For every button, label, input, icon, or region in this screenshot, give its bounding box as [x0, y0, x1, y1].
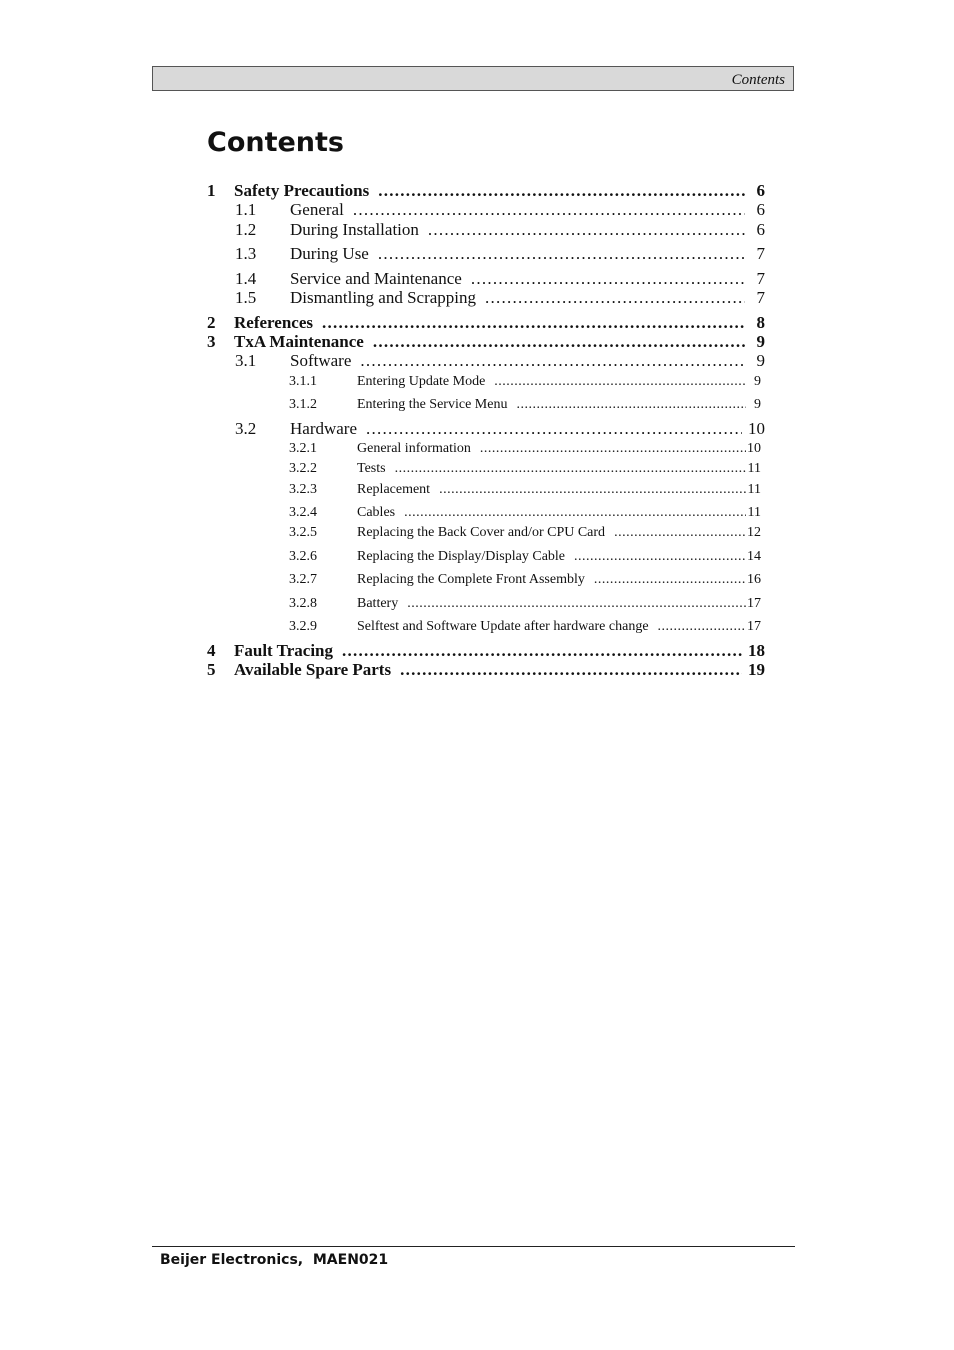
toc-entry-number: 1.5 [235, 288, 257, 307]
toc-entry-number: 3.2.6 [289, 549, 317, 564]
toc-entry-title: Entering Update Mode [357, 374, 486, 389]
toc-dot-leader [366, 419, 742, 439]
toc-dot-leader [407, 596, 746, 612]
toc-entry-number: 3.2.9 [289, 619, 317, 634]
toc-entry-number: 1 [207, 181, 216, 200]
toc-entry-title: Dismantling and Scrapping [290, 288, 477, 307]
toc-entry-page-number: 11 [747, 482, 761, 497]
toc-entry-title: Available Spare Parts [234, 660, 392, 679]
footer-text: Beijer Electronics, MAEN021 [160, 1252, 389, 1268]
toc-dot-leader [614, 525, 746, 541]
footer-divider [152, 1246, 795, 1247]
toc-entry-number: 3.1.2 [289, 397, 317, 412]
toc-entry-page-number: 10 [748, 419, 765, 438]
toc-entry-number: 1.4 [235, 269, 257, 288]
toc-entry-title: Cables [357, 505, 396, 520]
toc-entry-title: TxA Maintenance [234, 332, 364, 351]
toc-dot-leader [516, 397, 746, 413]
toc-entry-page-number: 9 [756, 332, 765, 351]
toc-entry[interactable] [207, 619, 761, 635]
toc-entry[interactable] [207, 572, 761, 588]
toc-entry-number: 1.3 [235, 244, 257, 263]
toc-entry-page-number: 9 [754, 374, 761, 389]
toc-entry-number: 3 [207, 332, 216, 351]
toc-entry-page-number: 12 [747, 525, 761, 540]
toc-dot-leader [480, 441, 746, 457]
toc-entry[interactable] [207, 482, 761, 498]
toc-entry-title: Hardware [290, 419, 358, 438]
toc-entry-title: Replacing the Display/Display Cable [357, 549, 566, 564]
toc-entry-page-number: 14 [747, 549, 761, 564]
toc-entry-title: Battery [357, 596, 399, 611]
toc-dot-leader [378, 181, 745, 201]
toc-dot-leader [360, 351, 745, 371]
toc-dot-leader [400, 660, 742, 680]
toc-entry-number: 5 [207, 660, 216, 679]
toc-entry-number: 2 [207, 313, 216, 332]
toc-entry[interactable] [207, 181, 765, 201]
toc-entry-title: Entering the Service Menu [357, 397, 508, 412]
toc-entry-page-number: 19 [748, 660, 765, 679]
toc-entry[interactable] [207, 200, 765, 220]
toc-entry[interactable] [207, 596, 761, 612]
toc-entry-number: 3.2.8 [289, 596, 317, 611]
toc-entry[interactable] [207, 641, 765, 661]
toc-dot-leader [378, 244, 745, 264]
toc-entry-number: 3.2.5 [289, 525, 317, 540]
toc-entry-title: Fault Tracing [234, 641, 334, 660]
toc-entry[interactable] [207, 441, 761, 457]
toc-dot-leader [353, 200, 745, 220]
toc-dot-leader [471, 269, 745, 289]
toc-entry-number: 3.1.1 [289, 374, 317, 389]
toc-entry-number: 4 [207, 641, 216, 660]
toc-dot-leader [658, 619, 746, 635]
toc-entry-page-number: 17 [747, 596, 761, 611]
toc-entry-title: Safety Precautions [234, 181, 370, 200]
toc-dot-leader [428, 220, 745, 240]
toc-entry-number: 3.2.7 [289, 572, 317, 587]
toc-entry-title: Selftest and Software Update after hardware change [357, 619, 649, 634]
toc-entry-number: 3.2 [235, 419, 257, 438]
toc-entry-page-number: 10 [747, 441, 761, 456]
toc-entry[interactable] [207, 313, 765, 333]
toc-entry-page-number: 7 [756, 288, 765, 307]
toc-entry-page-number: 9 [756, 351, 765, 370]
toc-entry-title: Service and Maintenance [290, 269, 462, 288]
toc-entry-page-number: 6 [756, 181, 765, 200]
toc-entry-page-number: 8 [756, 313, 765, 332]
toc-entry-title: During Use [290, 244, 369, 263]
toc-dot-leader [342, 641, 742, 661]
toc-entry-page-number: 11 [747, 505, 761, 520]
toc-entry[interactable] [207, 288, 765, 308]
toc-dot-leader [594, 572, 746, 588]
toc-dot-leader [494, 374, 746, 390]
toc-dot-leader [439, 482, 746, 498]
toc-entry[interactable] [207, 525, 761, 541]
toc-entry-title: Replacement [357, 482, 431, 497]
toc-entry[interactable] [207, 397, 761, 413]
page-title: Contents [207, 127, 345, 158]
toc-entry-page-number: 7 [756, 244, 765, 263]
toc-entry-title: Software [290, 351, 352, 370]
toc-entry-page-number: 18 [748, 641, 765, 660]
toc-entry-title: Replacing the Back Cover and/or CPU Card [357, 525, 606, 540]
toc-dot-leader [373, 332, 745, 352]
toc-entry-number: 1.1 [235, 200, 257, 219]
toc-entry-page-number: 6 [756, 220, 765, 239]
toc-entry[interactable] [207, 461, 761, 477]
toc-entry-page-number: 9 [754, 397, 761, 412]
toc-dot-leader [485, 288, 745, 308]
toc-entry-number: 1.2 [235, 220, 257, 239]
toc-entry-page-number: 17 [747, 619, 761, 634]
toc-entry-title: Replacing the Complete Front Assembly [357, 572, 585, 587]
toc-entry[interactable] [207, 374, 761, 390]
toc-entry[interactable] [207, 332, 765, 352]
toc-entry[interactable] [207, 220, 765, 240]
toc-entry-page-number: 11 [747, 461, 761, 476]
toc-entry-page-number: 6 [756, 200, 765, 219]
toc-entry[interactable] [207, 351, 765, 371]
toc-entry-title: During Installation [290, 220, 419, 239]
toc-entry[interactable] [207, 244, 765, 264]
toc-entry-number: 3.2.1 [289, 441, 317, 456]
toc-entry-page-number: 7 [756, 269, 765, 288]
toc-entry[interactable] [207, 549, 761, 565]
toc-entry-number: 3.2.4 [289, 505, 317, 520]
toc-entry-page-number: 16 [747, 572, 761, 587]
toc-entry-title: References [234, 313, 313, 332]
toc-dot-leader [574, 549, 746, 565]
toc-entry-number: 3.1 [235, 351, 257, 370]
toc-dot-leader [404, 505, 746, 521]
toc-entry[interactable] [207, 269, 765, 289]
toc-entry[interactable] [207, 505, 761, 521]
toc-dot-leader [322, 313, 745, 333]
toc-entry-title: General information [357, 441, 471, 456]
toc-entry-title: Tests [357, 461, 386, 476]
toc-entry[interactable] [207, 660, 765, 680]
running-header-label: Contents [731, 72, 785, 88]
toc-entry-number: 3.2.3 [289, 482, 317, 497]
toc-entry-number: 3.2.2 [289, 461, 317, 476]
toc-dot-leader [395, 461, 746, 477]
toc-entry[interactable] [207, 419, 765, 439]
running-header [152, 66, 794, 91]
toc-entry-title: General [290, 200, 344, 219]
